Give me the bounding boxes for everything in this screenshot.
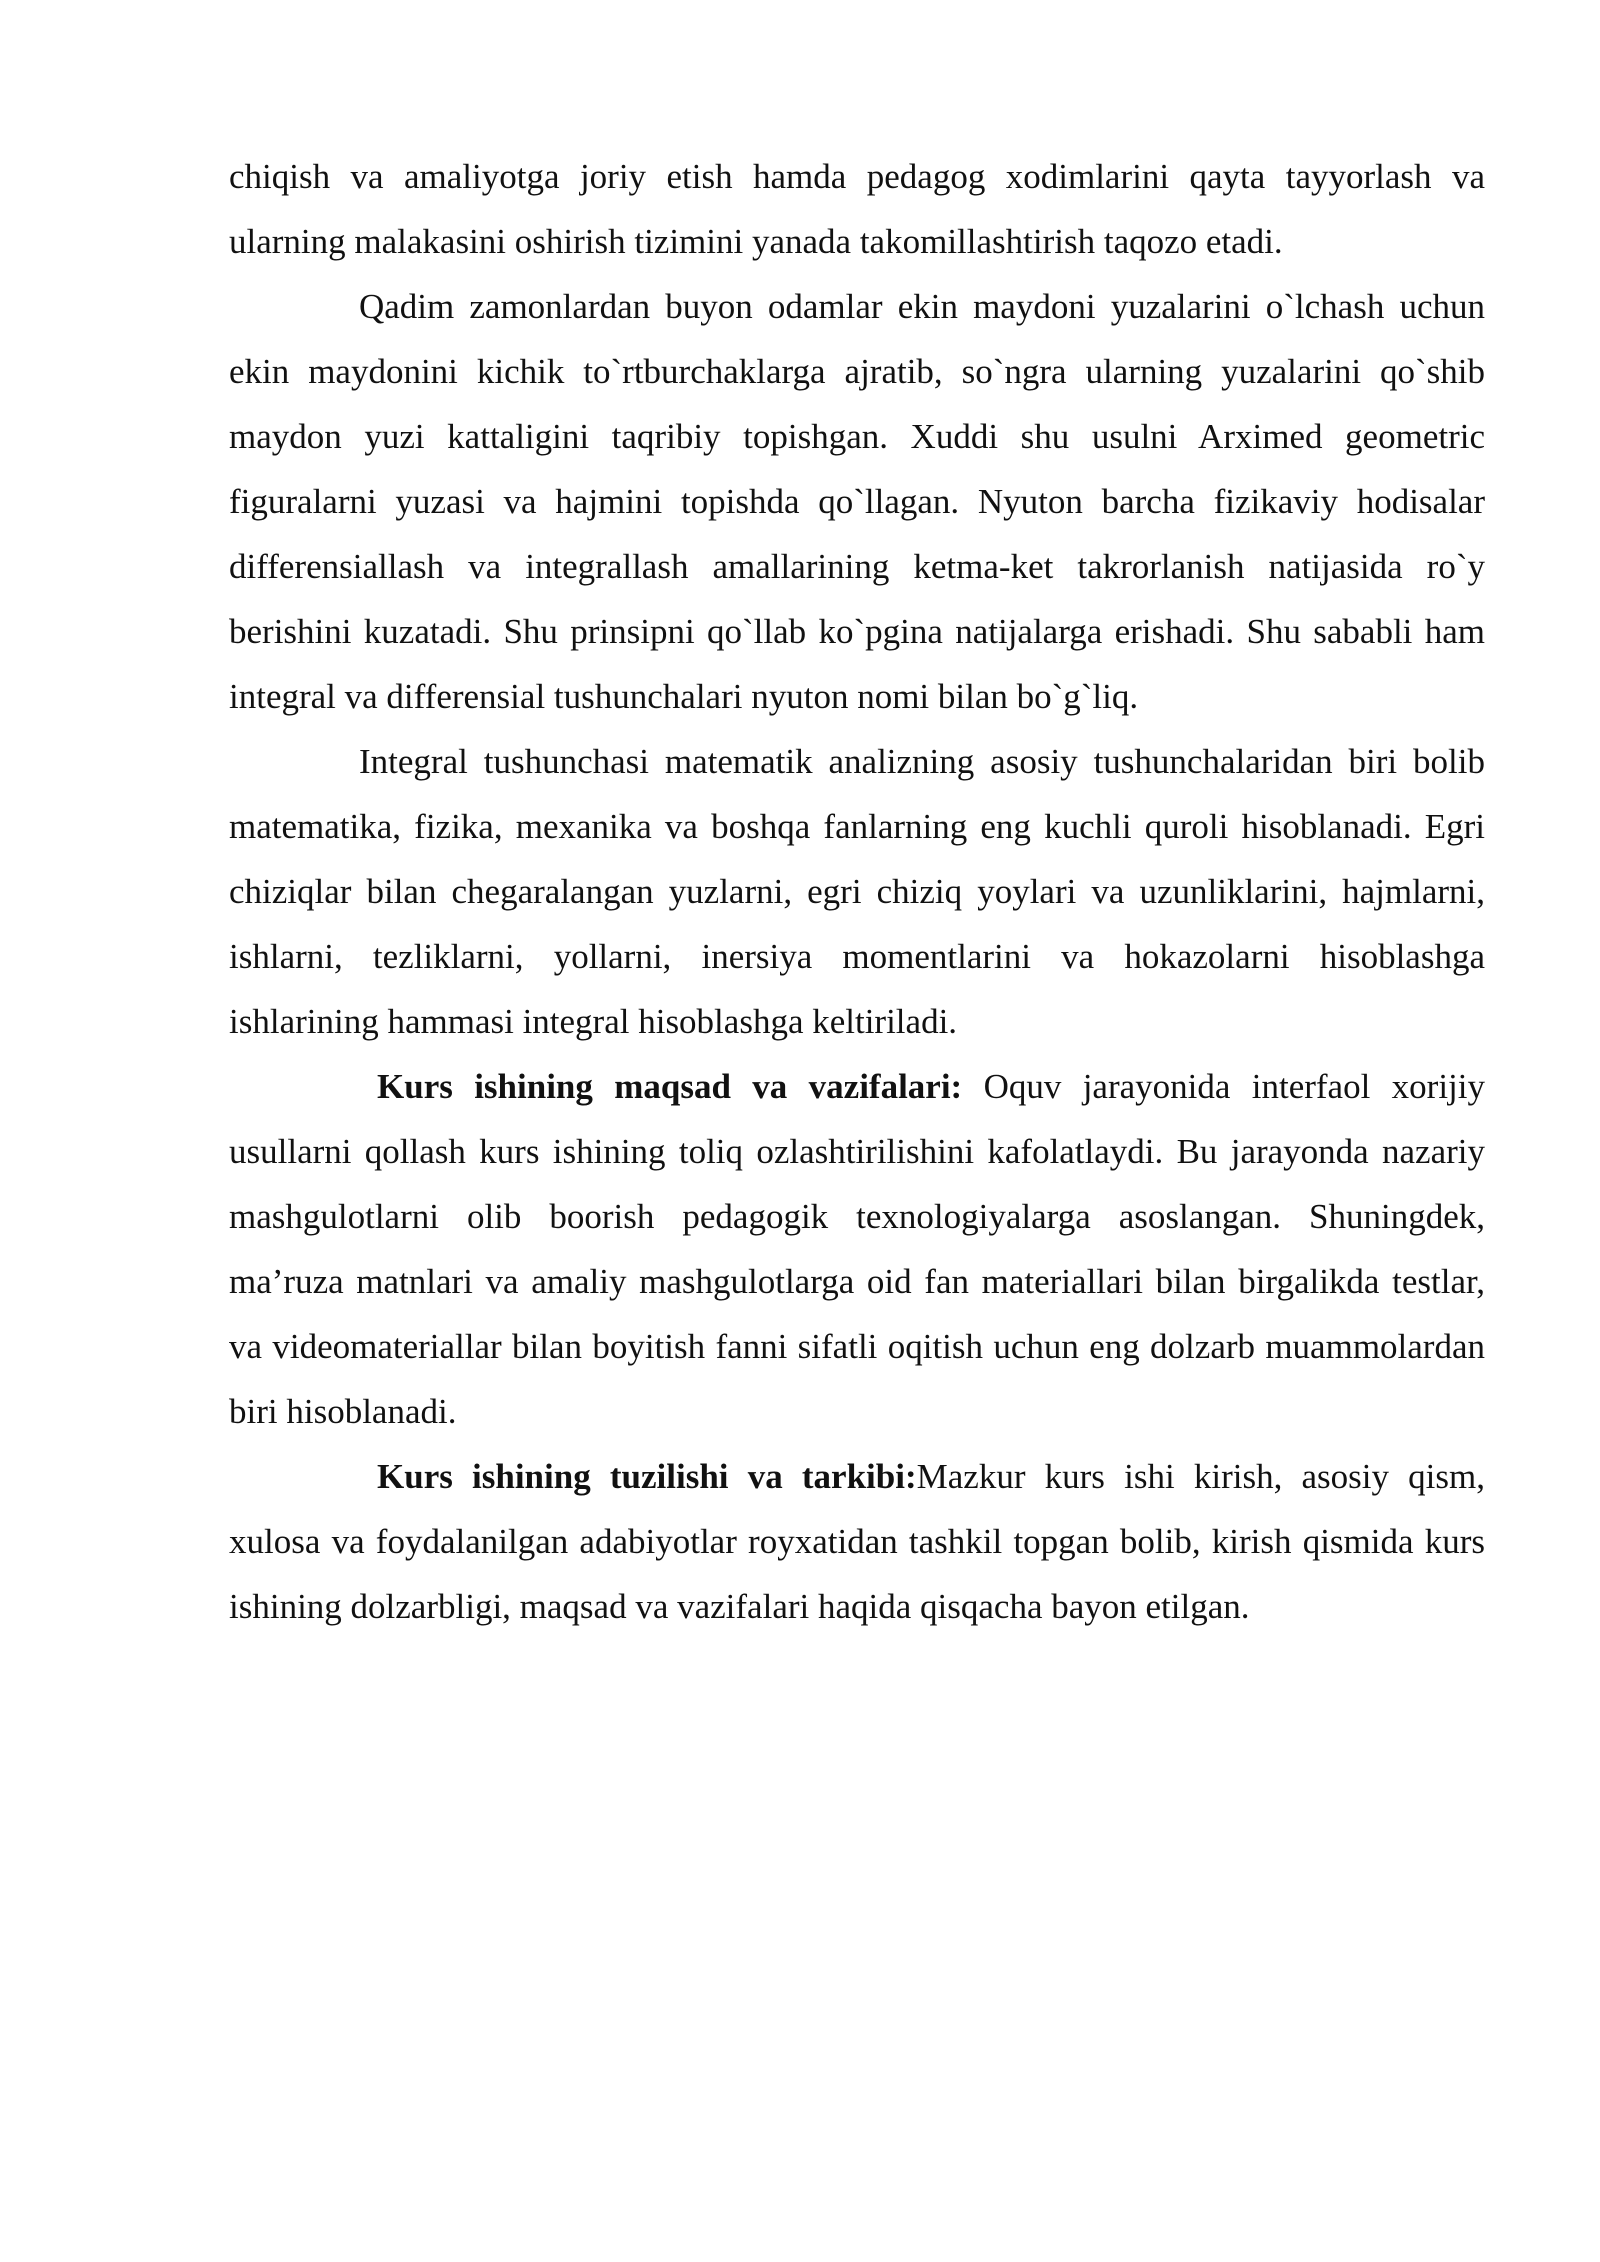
paragraph-goals	[229, 1054, 1485, 1444]
paragraph-continuation: chiqish va amaliyotga joriy etish hamda pedagog xodimlarini qayta tayyorlash va ularning malakasini oshirish tizimini yanada takomillashtirish taqozo etadi.	[229, 157, 1485, 261]
paragraph-history: Qadim zamonlardan buyon odamlar ekin maydoni yuzalarini o`lchash uchun ekin maydonini kichik to`rtburchaklarga ajratib, so`ngra ularning yuzalarini qo`shib maydon yuzi kattaligini taqribiy topishgan. Xuddi shu usulni Arximed geometric figuralarni yuzasi va hajmini topishda qo`llagan. Nyuton barcha fizikaviy hodisalar differensiallash va integrallash amallarining ketma-ket takrorlanish natijasida ro`y berishini kuzatadi. Shu prinsipni qo`llab ko`pgina natijalarga erishadi. Shu sababli ham integral va differensial tushunchalari nyuton nomi bilan bo`g`liq.	[229, 287, 1485, 716]
paragraph-integral-concept: Integral tushunchasi matematik analizning asosiy tushunchalaridan biri bolib matematika, fizika, mexanika va boshqa fanlarning eng kuchli quroli hisoblanadi. Egri chiziqlar bilan chegaralangan yuzlarni, egri chiziq yoylari va uzunliklarini, hajmlarni, ishlarni, tezliklarni, yollarni, inersiya momentlarini va hokazolarni hisoblashga ishlarining hammasi integral hisoblashga keltiriladi.	[229, 742, 1485, 1041]
document-body	[229, 144, 1485, 1639]
paragraph-goals-text: Oquv jarayonida interfaol xorijiy usullarni qollash kurs ishining toliq ozlashtirilishini kafolatlaydi. Bu jarayonda nazariy mashgulotlarni olib boorish pedagogik texnologiyalarga asoslangan. Shuningdek, ma’ruza matnlari va amaliy mashgulotlarga oid fan materiallari bilan birgalikda testlar, va videomateriallar bilan boyitish fanni sifatli oqitish uchun eng dolzarb muammolardan biri hisoblanadi.	[229, 1067, 1485, 1431]
paragraph-structure	[229, 1444, 1485, 1639]
heading-goals: Kurs ishining maqsad va vazifalari:	[377, 1067, 963, 1106]
paragraph-structure-text: Mazkur kurs ishi kirish, asosiy qism, xulosa va foydalanilgan adabiyotlar royxatidan tashkil topgan bolib, kirish qismida kurs ishining dolzarbligi, maqsad va vazifalari haqida qisqacha bayon etilgan.	[229, 1457, 1486, 1626]
heading-structure: Kurs ishining tuzilishi va tarkibi:	[377, 1457, 917, 1496]
